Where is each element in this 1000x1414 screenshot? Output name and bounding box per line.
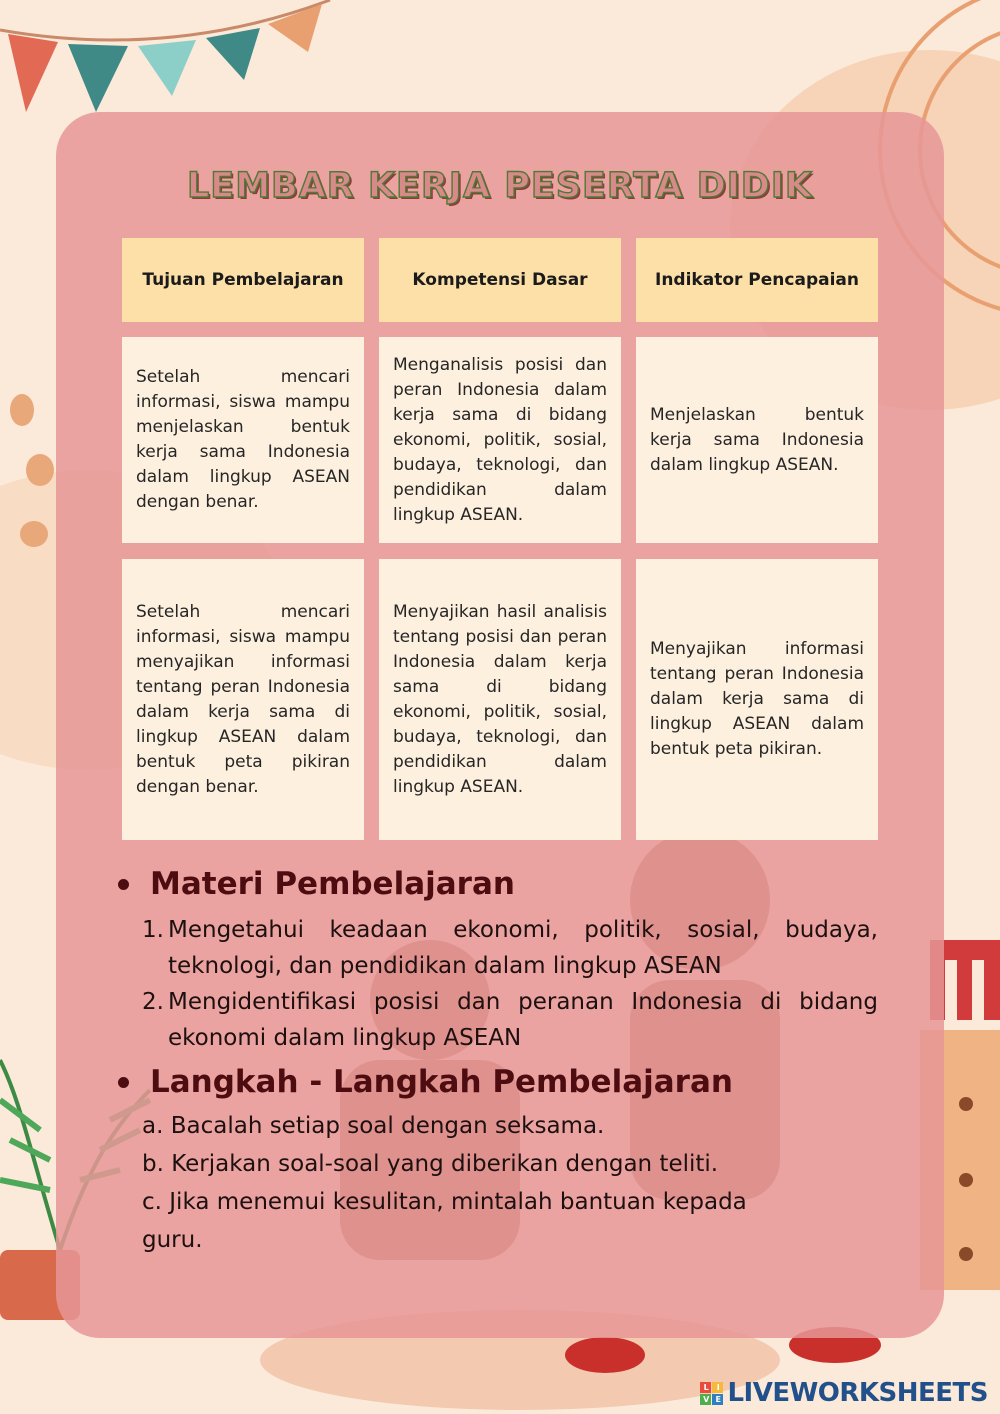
list-item [142, 912, 878, 984]
logo-mark-letter: E [712, 1394, 723, 1405]
bunting-flag [206, 28, 260, 80]
cell-text: Menganalisis posisi dan peran Indonesia dalam kerja sama di bidang ekonomi, politik, sosial, budaya, teknologi, dan pendidikan dalam lingkup ASEAN. [393, 354, 607, 525]
langkah-list [142, 1107, 802, 1259]
bullet-icon [118, 879, 129, 890]
knob-shape [959, 1247, 973, 1261]
list-item: a. Bacalah setiap soal dengan seksama. [142, 1113, 605, 1139]
table-cell [636, 559, 878, 840]
bullet-icon [118, 1077, 129, 1088]
logo-mark-letter: V [700, 1394, 711, 1405]
materi-heading [118, 866, 515, 902]
table-cell [636, 337, 878, 543]
dot-decoration [10, 394, 34, 426]
bunting-flag [8, 34, 58, 112]
book-shape [945, 960, 957, 1020]
knob-shape [959, 1173, 973, 1187]
cell-text: Menyajikan informasi tentang peran Indonesia dalam kerja sama di lingkup ASEAN dalam bentuk peta pikiran. [650, 639, 864, 759]
cell-text: Setelah mencari informasi, siswa mampu menyajikan informasi tentang peran Indonesia dalam kerja sama di lingkup ASEAN dalam bentuk peta pikiran dengan benar. [136, 601, 350, 797]
list-text: Mengetahui keadaan ekonomi, politik, sosial, budaya, teknologi, dan pendidikan dalam lingkup ASEAN [168, 917, 878, 979]
bunting-flag [138, 40, 196, 96]
list-number: 1. [142, 917, 164, 943]
list-text: Mengidentifikasi posisi dan peranan Indonesia di bidang ekonomi dalam lingkup ASEAN [168, 989, 878, 1051]
logo-mark-letter: I [712, 1382, 723, 1393]
logo-text: LIVEWORKSHEETS [727, 1378, 988, 1408]
shoe-shape [565, 1337, 645, 1373]
dot-decoration [26, 454, 54, 486]
bunting-flag [68, 44, 128, 112]
table-cell [122, 559, 364, 840]
page-title: LEMBAR KERJA PESERTA DIDIK [187, 166, 813, 206]
table-cell [122, 337, 364, 543]
list-item: b. Kerjakan soal-soal yang diberikan dengan teliti. [142, 1151, 719, 1177]
cell-text: Menyajikan hasil analisis tentang posisi dan peran Indonesia dalam kerja sama di bidang ekonomi, politik, sosial, budaya, teknologi, dan pendidikan dalam lingkup ASEAN. [393, 601, 607, 797]
list-item [142, 984, 878, 1056]
logo-mark-icon [700, 1382, 723, 1405]
logo-mark-letter: L [700, 1382, 711, 1393]
table-header-indikator: Indikator Pencapaian [636, 238, 878, 322]
list-item: c. Jika menemui kesulitan, mintalah bantuan kepada guru. [142, 1189, 747, 1253]
table-cell [379, 559, 621, 840]
plant-leaves [0, 1100, 50, 1190]
table-cell [379, 337, 621, 543]
materi-heading-text: Materi Pembelajaran [150, 866, 515, 902]
knob-shape [959, 1097, 973, 1111]
cell-text: Setelah mencari informasi, siswa mampu menjelaskan bentuk kerja sama Indonesia dalam lingkup ASEAN dengan benar. [136, 367, 350, 512]
langkah-heading-text: Langkah - Langkah Pembelajaran [150, 1064, 733, 1100]
book-shape [972, 960, 984, 1020]
cell-text: Menjelaskan bentuk kerja sama Indonesia dalam lingkup ASEAN. [650, 404, 864, 475]
table-header-kompetensi: Kompetensi Dasar [379, 238, 621, 322]
materi-list [142, 912, 878, 1056]
langkah-heading [118, 1064, 733, 1100]
list-number: 2. [142, 989, 164, 1015]
plant-stem [0, 1060, 60, 1250]
liveworksheets-logo [700, 1378, 988, 1408]
table-header-tujuan: Tujuan Pembelajaran [122, 238, 364, 322]
dot-decoration [20, 521, 48, 547]
